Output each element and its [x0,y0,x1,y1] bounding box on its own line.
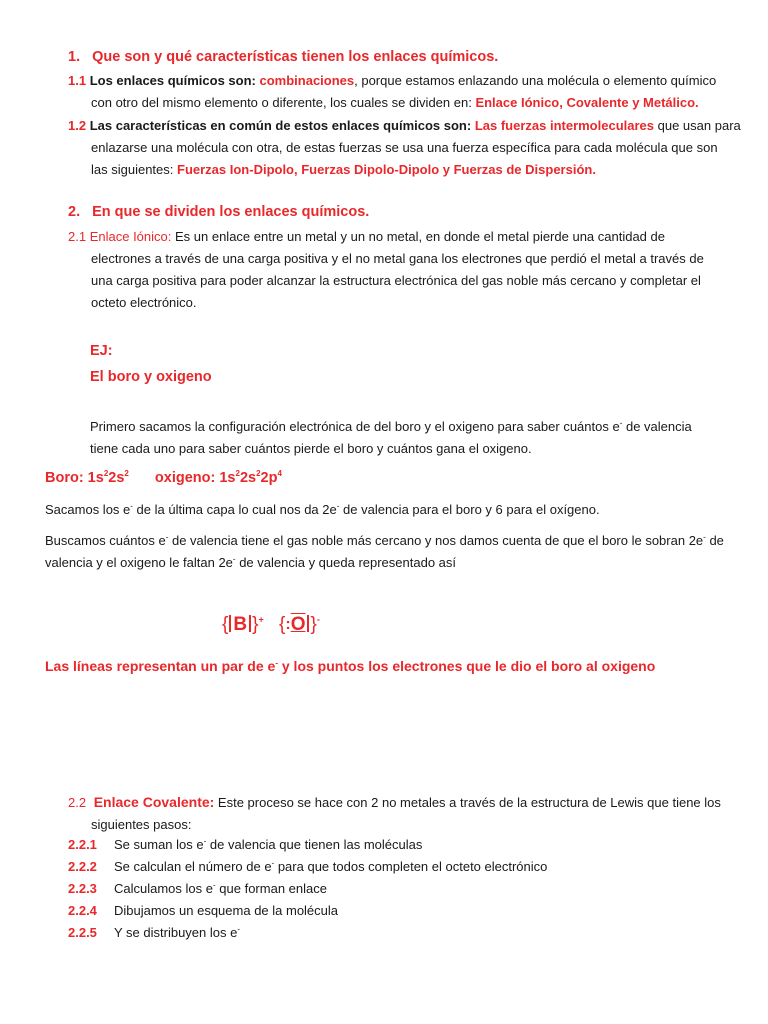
paragraph-text: octeto electrónico. [91,295,197,310]
superscript: - [165,532,169,542]
list-item [68,900,758,922]
superscript: - [237,924,241,934]
paragraph-text: , porque estamos enlazando una molécula o elemento químico [354,73,717,88]
superscript: - [703,532,706,542]
section-2-number: 2. [68,204,81,220]
paragraph-text: enlazarse una molécula con otra, de estas fuerzas se usa una fuerza específica para cada molécula que son [91,140,718,155]
step-text: Y se distribuyen los e [114,925,238,940]
step-text: de valencia que tienen las moléculas [206,837,423,852]
right-brace-o: } [310,614,317,635]
explanation-text: Las líneas representan un par de e [45,658,276,674]
section-2-heading [68,204,369,220]
step-text: Se calculan el número de e [114,859,272,874]
superscript: - [203,836,207,846]
paragraph-number: 2.1 [68,229,87,244]
highlight-term: combinaciones [259,73,355,88]
config-term: 2s [239,470,257,486]
config-term: 2s [108,470,125,486]
step-number: 2.2.5 [68,925,97,940]
paragraph-number: 1.2 [68,118,87,133]
step-text: Dibujamos un esquema de la molécula [114,903,339,918]
paragraph-text: con otro del mismo elemento o diferente, los cuales se dividen en: [91,95,476,110]
superscript: - [232,554,236,564]
example-title: El boro y oxigeno [90,369,212,385]
boron-symbol: B [233,614,248,635]
paragraph-1-1 [68,70,758,114]
superscript: - [275,658,278,668]
step-number: 2.2.4 [68,903,97,918]
paragraph-text: Primero sacamos la configuración electrónica de del boro y el oxigeno para saber cuántos e [90,419,620,434]
paragraph-label: Enlace Covalente: [93,794,215,810]
electron-configuration [45,470,282,486]
paragraph-text: de valencia [622,419,692,434]
paragraph-number: 1.1 [68,73,87,88]
paragraph-text: Este proceso se hace con 2 no metales a través de la estructura de Lewis que tiene los [214,795,721,810]
config-term: 2p [260,470,278,486]
superscript: 2 [124,469,129,479]
section-1-heading [68,49,498,65]
paragraph-text: una carga positiva para poder alcanzar la estructura electrónica del gas noble más cercano y completar el [91,273,701,288]
paragraph-number: 2.2 [68,795,87,810]
section-1-title: Que son y qué características tienen los enlaces químicos. [92,49,499,65]
left-brace-o: { [279,614,286,635]
step-number: 2.2.1 [68,837,97,852]
oxygen-config: oxigeno: 1s [154,470,236,486]
boron-config: Boro: 1s [45,470,104,486]
bond-line-icon [249,615,251,632]
list-item [68,856,758,878]
explanation-text: y los puntos los electrones que le dio el boro al oxigeno [277,658,656,674]
paragraph-text: electrones a través de una carga positiva y el no metal gana los electrones que perdió el metal a través de [91,251,704,266]
paragraph-sacamos [45,499,760,521]
superscript: - [619,418,623,428]
step-text: Calculamos los e [114,881,213,896]
steps-list [68,834,758,944]
paragraph-text: siguientes pasos: [91,817,192,832]
paragraph-1-2 [68,115,758,181]
paragraph-lead: Las características en común de estos enlaces químicos son: [89,118,475,133]
paragraph-text: de valencia para el boro y 6 para el oxígeno. [339,502,600,517]
step-text: para que todos completen el octeto electrónico [274,859,548,874]
superscript: 4 [277,469,282,479]
superscript: 2 [256,469,261,479]
electron-dots-icon: : [285,616,291,633]
paragraph-text: que usan para [654,118,741,133]
bond-line-icon [229,615,231,632]
superscript: - [213,880,216,890]
section-2-title: En que se dividen los enlaces químicos. [92,204,370,220]
paragraph-text: valencia y el oxigeno le faltan 2e [45,555,233,570]
step-text: que forman enlace [215,881,327,896]
right-brace-b: } [252,614,259,635]
oxygen-symbol: O [290,614,306,635]
paragraph-2-1 [68,226,758,314]
paragraph-text: de la última capa lo cual nos da 2e [132,502,337,517]
boron-charge: + [258,614,264,625]
list-item [68,922,758,944]
paragraph-text: las siguientes: [91,162,177,177]
list-item [68,878,758,900]
highlight-term: Enlace Iónico, Covalente y Metálico. [475,95,699,110]
example-label: EJ: [90,343,113,359]
paragraph-2-2 [68,791,763,836]
paragraph-text: Buscamos cuántos e [45,533,166,548]
example-intro [90,416,760,460]
paragraph-lead: Los enlaces químicos son: [89,73,260,88]
paragraph-text: Es un enlace entre un metal y un no metal, en donde el metal pierde una cantidad de [171,229,665,244]
superscript: 2 [235,469,240,479]
paragraph-text: Sacamos los e [45,502,131,517]
superscript: - [130,501,133,511]
paragraph-label: Enlace Iónico: [89,229,172,244]
paragraph-text: de valencia y queda representado así [235,555,457,570]
paragraph-buscamos [45,530,765,574]
superscript: 2 [103,469,109,479]
superscript: - [336,501,340,511]
left-brace-b: { [222,614,229,635]
superscript: - [271,858,275,868]
paragraph-text: de [705,533,724,548]
paragraph-text: tiene cada uno para saber cuántos pierde el boro y cuántos gana el oxigeno. [90,441,532,456]
step-number: 2.2.2 [68,859,97,874]
oxygen-charge: - [316,614,320,625]
step-text: Se suman los e [114,837,204,852]
paragraph-text: de valencia tiene el gas noble más cercano y nos damos cuenta de que el boro le sobran 2e [168,533,704,548]
section-1-number: 1. [68,49,81,65]
lewis-explanation [45,658,655,674]
highlight-term: Fuerzas Ion-Dipolo, Fuerzas Dipolo-Dipolo y Fuerzas de Dispersión. [177,162,596,177]
list-item [68,834,758,856]
step-number: 2.2.3 [68,881,97,896]
lewis-structure [222,614,320,636]
highlight-term: Las fuerzas intermoleculares [474,118,655,133]
